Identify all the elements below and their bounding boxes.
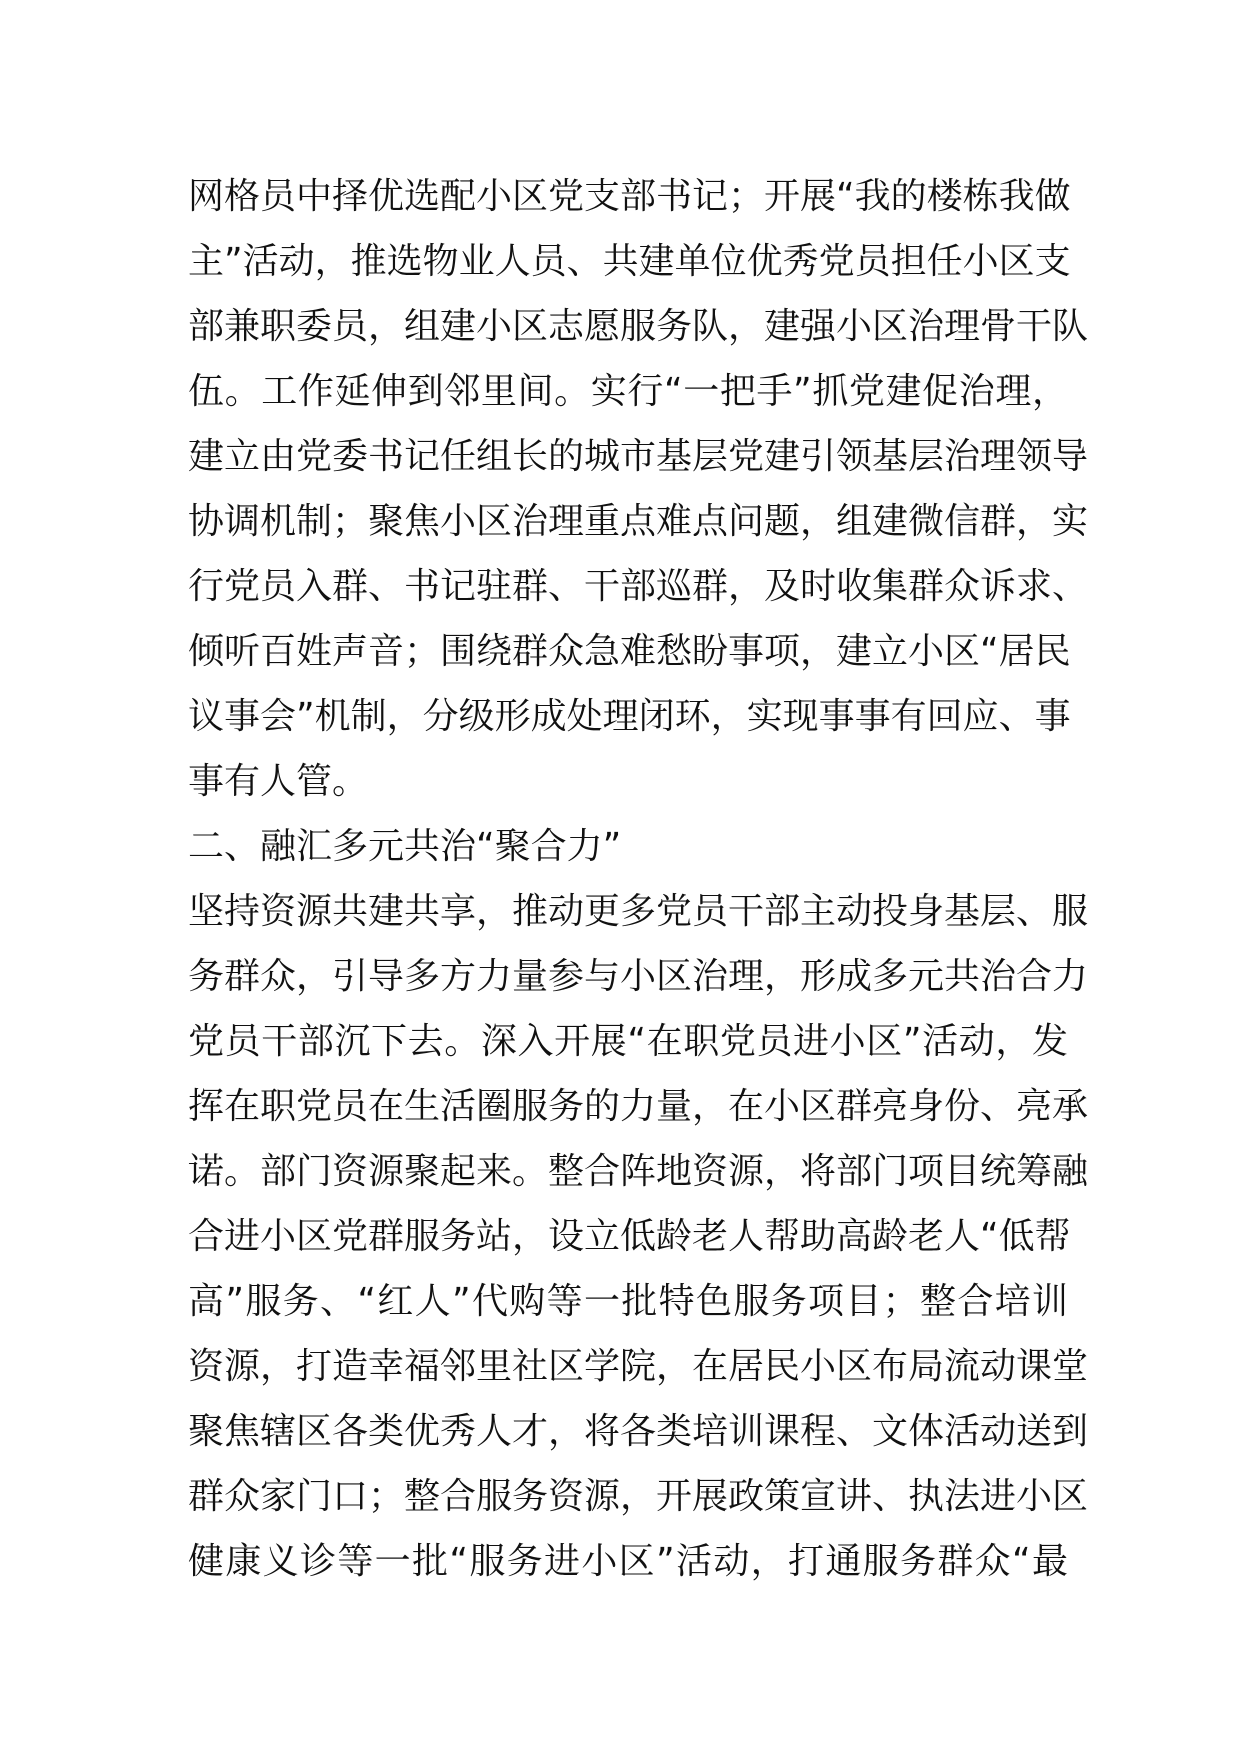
- text-line-21: 群众家门口；整合服务资源，开展政策宣讲、执法进小区: [188, 1476, 1089, 1517]
- text-line-19: 资源，打造幸福邻里社区学院，在居民小区布局流动课堂: [188, 1346, 1089, 1387]
- text-line-18: 高”服务、“红人”代购等一批特色服务项目；整合培训: [188, 1281, 1068, 1322]
- text-line-7: 行党员入群、书记驻群、干部巡群，及时收集群众诉求、: [188, 566, 1089, 607]
- text-line-15: 挥在职党员在生活圈服务的力量，在小区群亮身份、亮承: [188, 1086, 1089, 1127]
- text-line-16: 诺。部门资源聚起来。整合阵地资源，将部门项目统筹融: [188, 1151, 1089, 1192]
- text-line-12: 坚持资源共建共享，推动更多党员干部主动投身基层、服: [188, 891, 1089, 932]
- text-line-4: 伍。工作延伸到邻里间。实行“一把手”抓党建促治理，: [188, 371, 1068, 412]
- text-line-14: 党员干部沉下去。深入开展“在职党员进小区”活动，发: [188, 1021, 1068, 1062]
- text-line-8: 倾听百姓声音；围绕群众急难愁盼事项，建立小区“居民: [188, 631, 1071, 672]
- text-line-2: 主”活动，推选物业人员、共建单位优秀党员担任小区支: [188, 241, 1071, 282]
- text-line-1: 网格员中择优选配小区党支部书记；开展“我的楼栋我做: [188, 176, 1071, 217]
- section-heading: 二、融汇多元共治“聚合力”: [188, 826, 622, 867]
- text-line-22: 健康义诊等一批“服务进小区”活动，打通服务群众“最: [188, 1541, 1068, 1582]
- text-line-20: 聚焦辖区各类优秀人才，将各类培训课程、文体活动送到: [188, 1411, 1089, 1452]
- text-line-5: 建立由党委书记任组长的城市基层党建引领基层治理领导: [188, 436, 1089, 477]
- text-line-6: 协调机制；聚焦小区治理重点难点问题，组建微信群，实: [188, 501, 1089, 542]
- text-line-13: 务群众，引导多方力量参与小区治理，形成多元共治合力: [188, 956, 1089, 997]
- text-line-17: 合进小区党群服务站，设立低龄老人帮助高龄老人“低帮: [188, 1216, 1071, 1257]
- text-line-10: 事有人管。: [188, 761, 369, 802]
- body-text: [188, 164, 1089, 1594]
- text-line-3: 部兼职委员，组建小区志愿服务队，建强小区治理骨干队: [188, 306, 1089, 347]
- text-line-9: 议事会”机制，分级形成处理闭环，实现事事有回应、事: [188, 696, 1071, 737]
